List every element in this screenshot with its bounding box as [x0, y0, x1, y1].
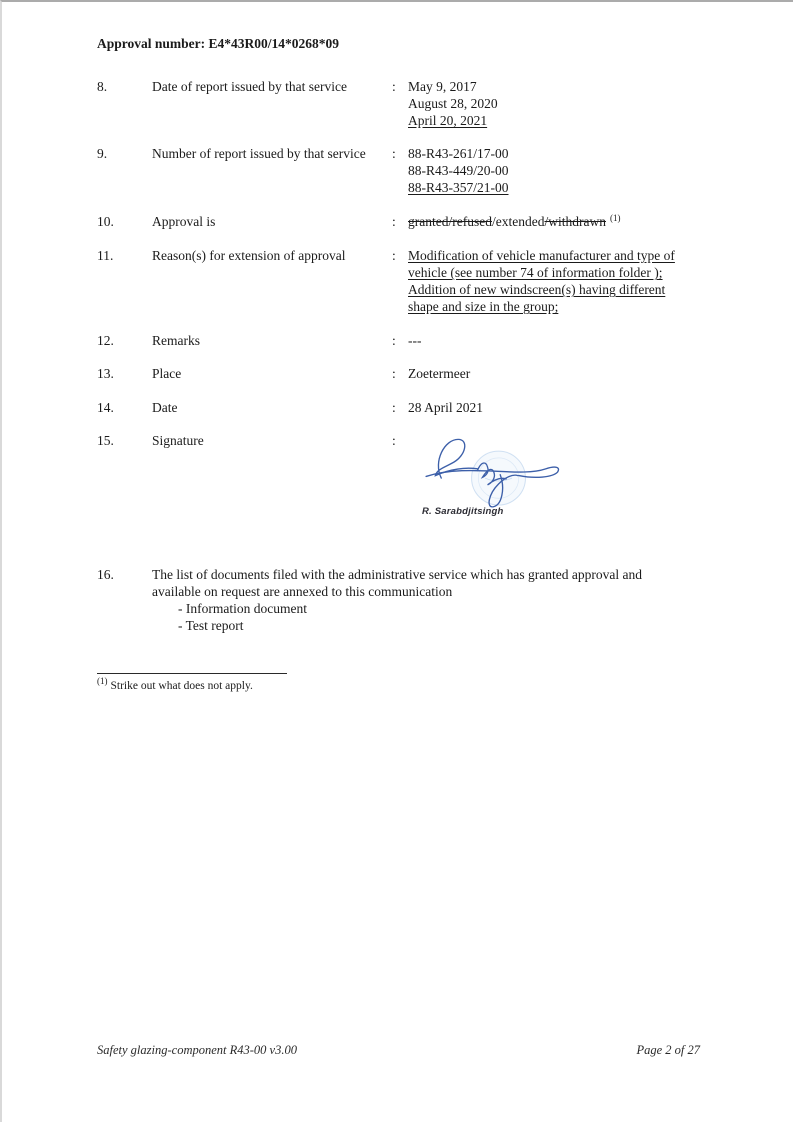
report-number-1: 88-R43-261/17-00: [408, 146, 509, 161]
reason-line-2: vehicle (see number 74 of information folder );: [408, 265, 663, 280]
status-extended-kept: extended: [495, 214, 545, 229]
item-label: Place: [152, 366, 182, 381]
item-16-annexed-documents: [97, 566, 698, 634]
date-value: 28 April 2021: [408, 400, 484, 415]
item-number: 14.: [97, 400, 114, 415]
signature-block: [408, 425, 578, 520]
item-number: 10.: [97, 214, 114, 229]
report-number-3: 88-R43-357/21-00: [408, 180, 509, 195]
footnote: [97, 678, 723, 695]
item-14-date: [97, 399, 723, 416]
item-value: [408, 78, 723, 129]
status-withdrawn-struck: /withdrawn: [544, 214, 606, 229]
document-list-item-2: - Test report: [178, 618, 244, 633]
documents-sentence-line-1: The list of documents filed with the administrative service which has granted approval and: [152, 567, 642, 582]
footnote-reference: (1): [609, 212, 621, 223]
approval-status-value: [408, 213, 723, 230]
colon-separator: :: [392, 248, 396, 263]
item-number: 16.: [97, 567, 114, 582]
approval-number-heading: Approval number: E4*43R00/14*0268*09: [97, 36, 340, 51]
footnote-marker: (1): [97, 676, 108, 687]
item-label: Date of report issued by that service: [152, 79, 347, 94]
colon-separator: :: [392, 333, 396, 348]
item-number: 12.: [97, 333, 114, 348]
item-10-approval-status: [97, 213, 723, 230]
colon-separator: :: [392, 400, 396, 415]
item-label: Number of report issued by that service: [152, 146, 366, 161]
colon-separator: :: [392, 79, 396, 94]
item-number: 9.: [97, 146, 108, 161]
colon-separator: :: [392, 366, 396, 381]
status-separator: /: [491, 214, 496, 229]
item-number: 11.: [97, 248, 114, 263]
page-footer: [97, 1042, 700, 1059]
footnote-text: Strike out what does not apply.: [110, 680, 253, 692]
remarks-value: ---: [408, 333, 422, 348]
signatory-name: R. Sarabdjitsingh: [422, 506, 504, 517]
signature-image: [416, 425, 576, 511]
item-12-remarks: [97, 332, 723, 349]
item-number: 15.: [97, 433, 114, 448]
stamp-circle-icon: [472, 451, 526, 505]
colon-separator: :: [392, 146, 396, 161]
status-granted-refused-struck: granted/refused: [408, 214, 492, 229]
place-value: Zoetermeer: [408, 366, 471, 381]
item-label: Reason(s) for extension of approval: [152, 248, 346, 263]
item-label: Approval is: [152, 214, 216, 229]
item-label: Signature: [152, 433, 204, 448]
item-9-report-number: [97, 145, 723, 196]
item-15-signature: [97, 432, 723, 520]
item-number: 13.: [97, 366, 114, 381]
report-number-2: 88-R43-449/20-00: [408, 163, 509, 178]
footer-document-reference: Safety glazing-component R43-00 v3.00: [97, 1043, 297, 1057]
reason-line-4: shape and size in the group;: [408, 299, 559, 314]
document-list-item-1: - Information document: [178, 601, 307, 616]
item-value: [408, 145, 723, 196]
item-label: Remarks: [152, 333, 200, 348]
annexed-documents-text: [152, 566, 698, 634]
report-date-2: August 28, 2020: [408, 96, 498, 111]
item-13-place: [97, 365, 723, 382]
item-8-date-of-report: [97, 78, 723, 129]
colon-separator: :: [392, 433, 396, 448]
reason-line-3: Addition of new windscreen(s) having different: [408, 282, 666, 297]
documents-sentence-line-2: available on request are annexed to this communication: [152, 584, 453, 599]
item-label: Date: [152, 400, 178, 415]
footnote-divider: [97, 673, 287, 674]
footer-page-number: Page 2 of 27: [636, 1043, 700, 1057]
report-date-1: May 9, 2017: [408, 79, 477, 94]
reason-line-1: Modification of vehicle manufacturer and type of: [408, 248, 675, 263]
extension-reasons-value: [408, 247, 723, 315]
colon-separator: :: [392, 214, 396, 229]
report-date-3: April 20, 2021: [408, 113, 488, 128]
item-11-extension-reasons: [97, 247, 723, 315]
item-number: 8.: [97, 79, 108, 94]
